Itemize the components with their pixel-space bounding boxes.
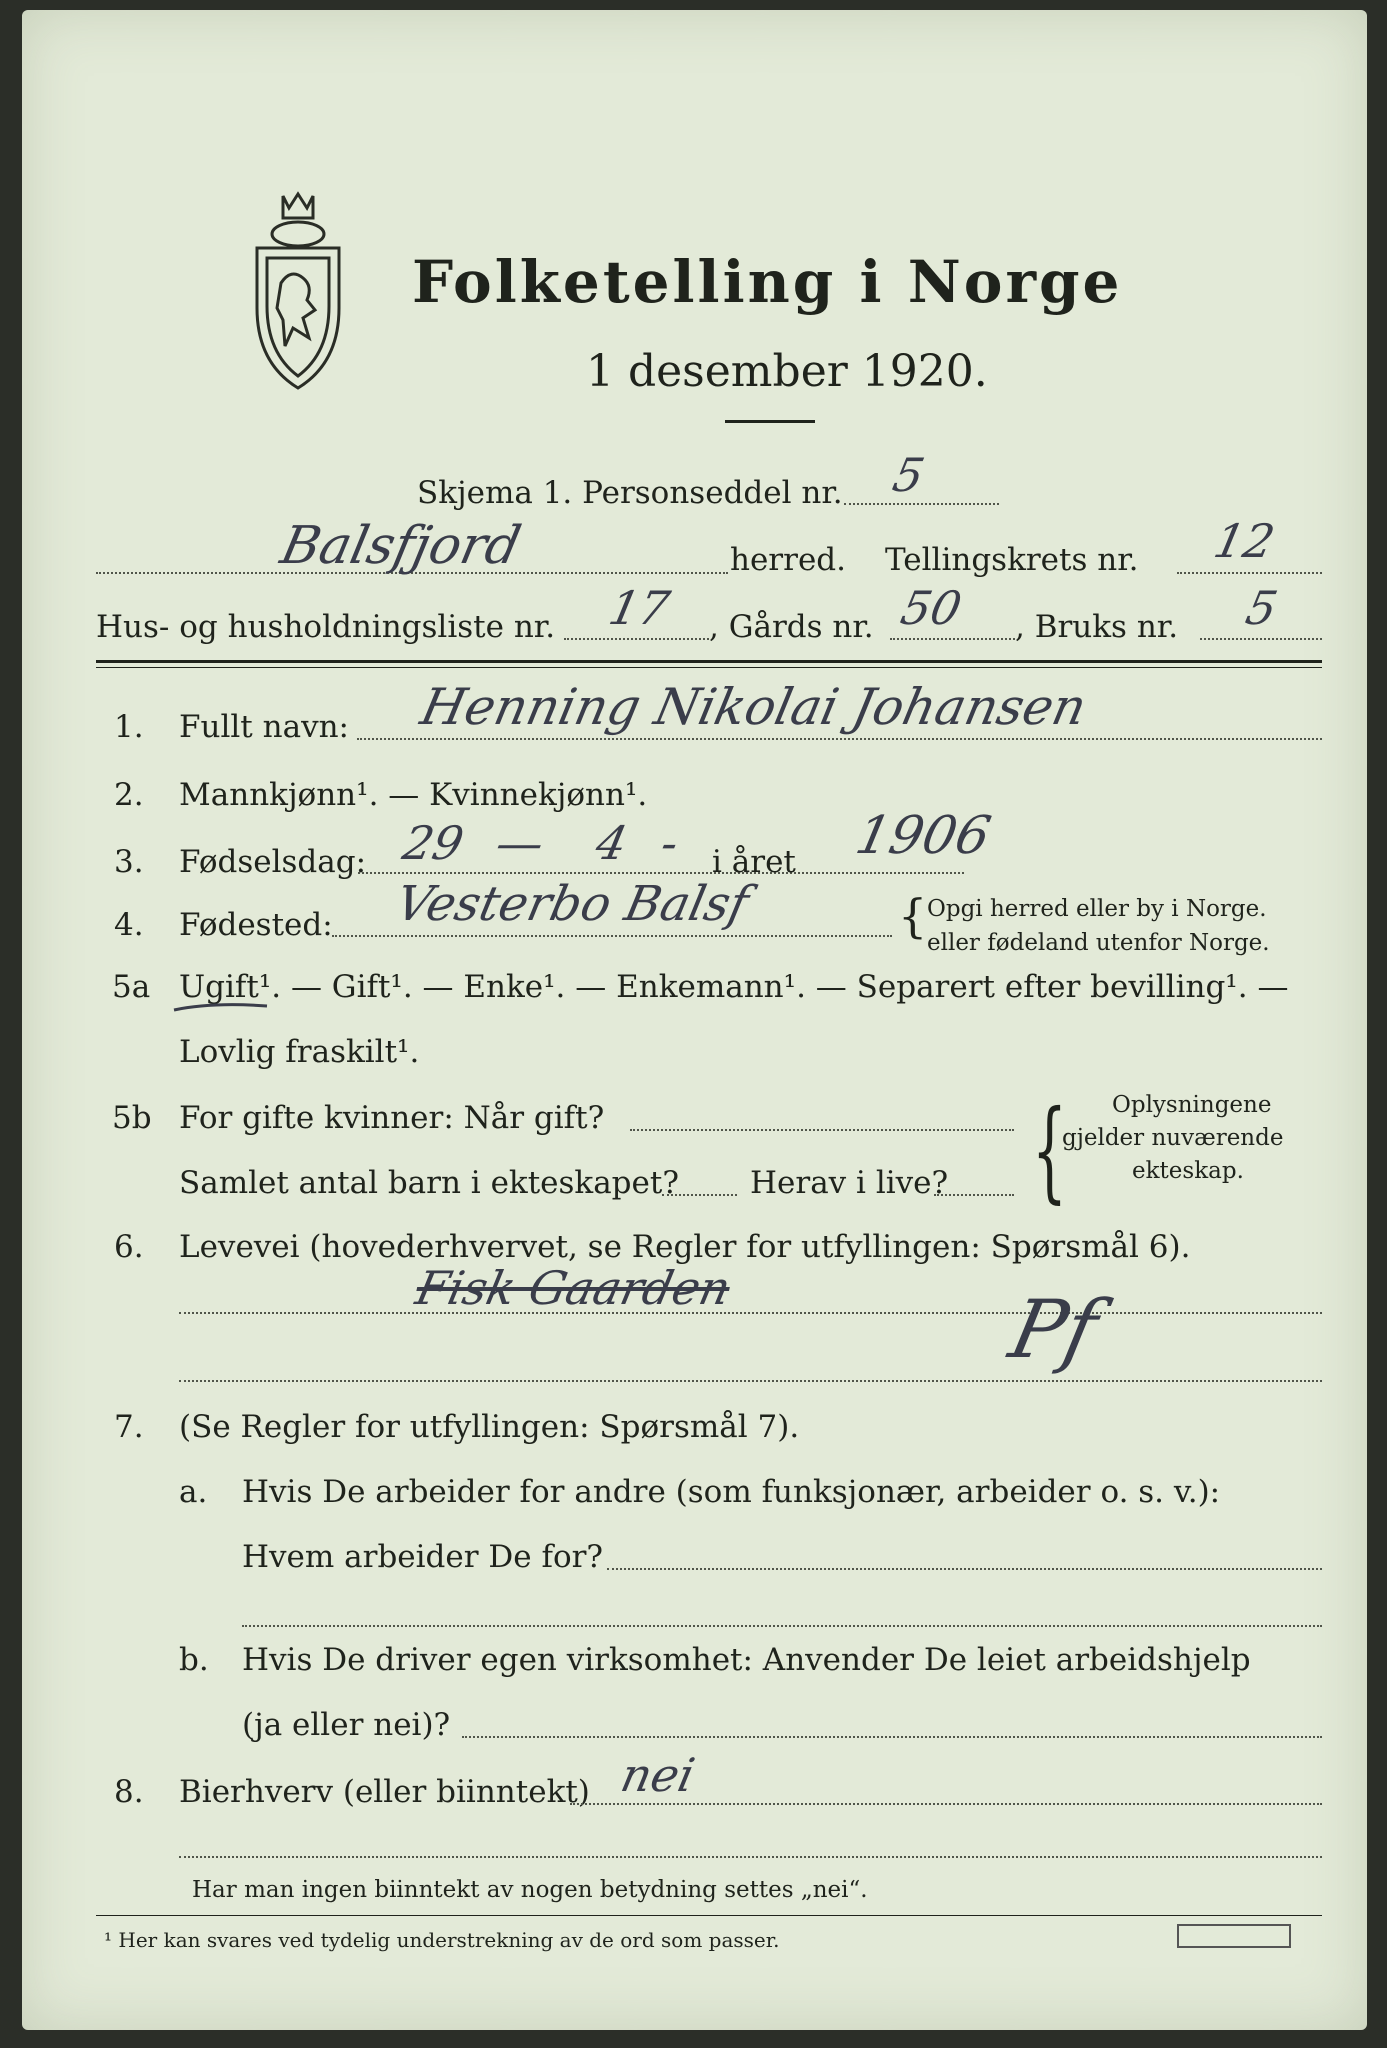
q5b-note-line3: ekteskap. <box>1132 1158 1244 1184</box>
q8-label: Bierhverv (eller biinntekt) <box>179 1774 590 1810</box>
q3-dash2: - <box>656 816 684 870</box>
gards-label: , Gårds nr. <box>709 609 874 645</box>
q5b-line1: For gifte kvinner: Når gift? <box>179 1100 605 1136</box>
bruks-field-line <box>1200 638 1322 640</box>
q5b-married-field-line <box>630 1129 1014 1131</box>
q6-label: Levevei (hovederhvervet, se Regler for utfyllingen: Spørsmål 6). <box>179 1229 1191 1265</box>
header-rule-thin <box>96 667 1322 668</box>
norwegian-coat-of-arms-icon <box>247 188 349 396</box>
q4-note-line2: eller fødeland utenfor Norge. <box>927 930 1270 956</box>
husliste-label: Hus- og husholdningsliste nr. <box>96 609 556 645</box>
q7a-line2: Hvem arbeider De for? <box>242 1539 604 1575</box>
bruks-label: , Bruks nr. <box>1015 609 1179 645</box>
bruks-value: 5 <box>1241 581 1283 635</box>
q7-number: 7. <box>114 1409 144 1445</box>
q2-number: 2. <box>114 777 144 813</box>
q5a-number: 5a <box>112 969 151 1005</box>
skjema-label: Skjema 1. Personseddel nr. <box>417 475 843 511</box>
title-divider <box>725 420 815 423</box>
q8-number: 8. <box>114 1774 144 1810</box>
printer-stamp <box>1177 1924 1291 1948</box>
herred-value: Balsfjord <box>275 516 526 576</box>
q3-year-label: i året <box>712 844 796 880</box>
q4-label: Fødested: <box>179 907 333 943</box>
q7a-line1: Hvis De arbeider for andre (som funksjonær, arbeider o. s. v.): <box>242 1474 1221 1510</box>
q2-label: Mannkjønn¹. — Kvinnekjønn¹. <box>179 777 648 813</box>
q5b-note-line2: gjelder nuværende <box>1062 1125 1284 1151</box>
footnote-rule <box>96 1915 1322 1916</box>
husliste-field-line <box>564 638 709 640</box>
q5b-line2a: Samlet antal barn i ekteskapet? <box>179 1165 679 1201</box>
q5a-line1: Ugift¹. — Gift¹. — Enke¹. — Enkemann¹. — Separert efter bevilling¹. — <box>179 969 1289 1005</box>
q5b-note-brace: { <box>1032 1086 1067 1214</box>
q6-field-line2 <box>179 1380 1322 1382</box>
q5a-line2: Lovlig fraskilt¹. <box>179 1034 420 1070</box>
q5b-number: 5b <box>112 1100 152 1136</box>
q5b-line2b: Herav i live? <box>750 1165 949 1201</box>
q3-label: Fødselsdag: <box>179 844 367 880</box>
tellingskrets-label: Tellingskrets nr. <box>885 542 1139 578</box>
skjema-field-line <box>844 503 999 505</box>
ugift-underline-mark <box>172 1000 272 1020</box>
q7b-line1: Hvis De driver egen virksomhet: Anvender De leiet arbeidshjelp <box>242 1642 1251 1678</box>
q3-dash1: — <box>491 816 549 870</box>
header-rule-thick <box>96 660 1322 663</box>
q7b-field-line <box>462 1736 1322 1738</box>
q4-number: 4. <box>114 907 144 943</box>
q7a-field-line1 <box>607 1568 1322 1570</box>
q8-field-line2 <box>179 1856 1322 1858</box>
q4-note-line1: Opgi herred eller by i Norge. <box>927 896 1267 922</box>
q1-field-line <box>357 738 1322 740</box>
q7a-number: a. <box>179 1474 208 1510</box>
q3-day: 29 <box>398 816 469 870</box>
q6-number: 6. <box>114 1229 144 1265</box>
q4-note-brace: { <box>898 889 928 943</box>
q1-number: 1. <box>114 709 144 745</box>
footnote: ¹ Her kan svares ved tydelig understrekning av de ord som passer. <box>104 1928 780 1952</box>
q3-year: 1906 <box>850 806 996 866</box>
tellingskrets-value: 12 <box>1209 514 1280 568</box>
q6-value-struck: Fisk Gaarden <box>411 1261 736 1315</box>
gards-field-line <box>890 638 1015 640</box>
husliste-value: 17 <box>604 581 675 635</box>
q3-month: 4 <box>591 816 633 870</box>
q5b-children-field-line <box>662 1194 737 1196</box>
q7a-field-line2 <box>242 1625 1322 1627</box>
q1-label: Fullt navn: <box>179 709 349 745</box>
q8-note: Har man ingen biinntekt av nogen betydning settes „nei“. <box>192 1877 868 1903</box>
q7b-line2: (ja eller nei)? <box>242 1707 451 1743</box>
skjema-value: 5 <box>888 448 930 502</box>
q6-value2: Pf <box>1002 1283 1106 1376</box>
q8-field-line1 <box>570 1803 1322 1805</box>
q3-number: 3. <box>114 844 144 880</box>
form-title: Folketelling i Norge <box>412 248 1123 316</box>
tellingskrets-field-line <box>1177 572 1322 574</box>
q7b-number: b. <box>179 1642 209 1678</box>
q4-field-line <box>332 935 892 937</box>
q4-value: Vesterbo Balsf <box>391 876 754 932</box>
q7-label: (Se Regler for utfyllingen: Spørsmål 7). <box>179 1409 800 1445</box>
form-date: 1 desember 1920. <box>586 346 988 397</box>
q1-value: Henning Nikolai Johansen <box>415 678 1092 736</box>
q5b-alive-field-line <box>934 1194 1014 1196</box>
q3-field-line <box>358 872 964 874</box>
q6-field-line1 <box>179 1312 1322 1314</box>
census-form-sheet <box>22 10 1367 2030</box>
gards-value: 50 <box>896 581 967 635</box>
q8-value: nei <box>616 1748 700 1802</box>
herred-label: herred. <box>730 542 846 578</box>
q5b-note-line1: Oplysningene <box>1112 1092 1272 1118</box>
